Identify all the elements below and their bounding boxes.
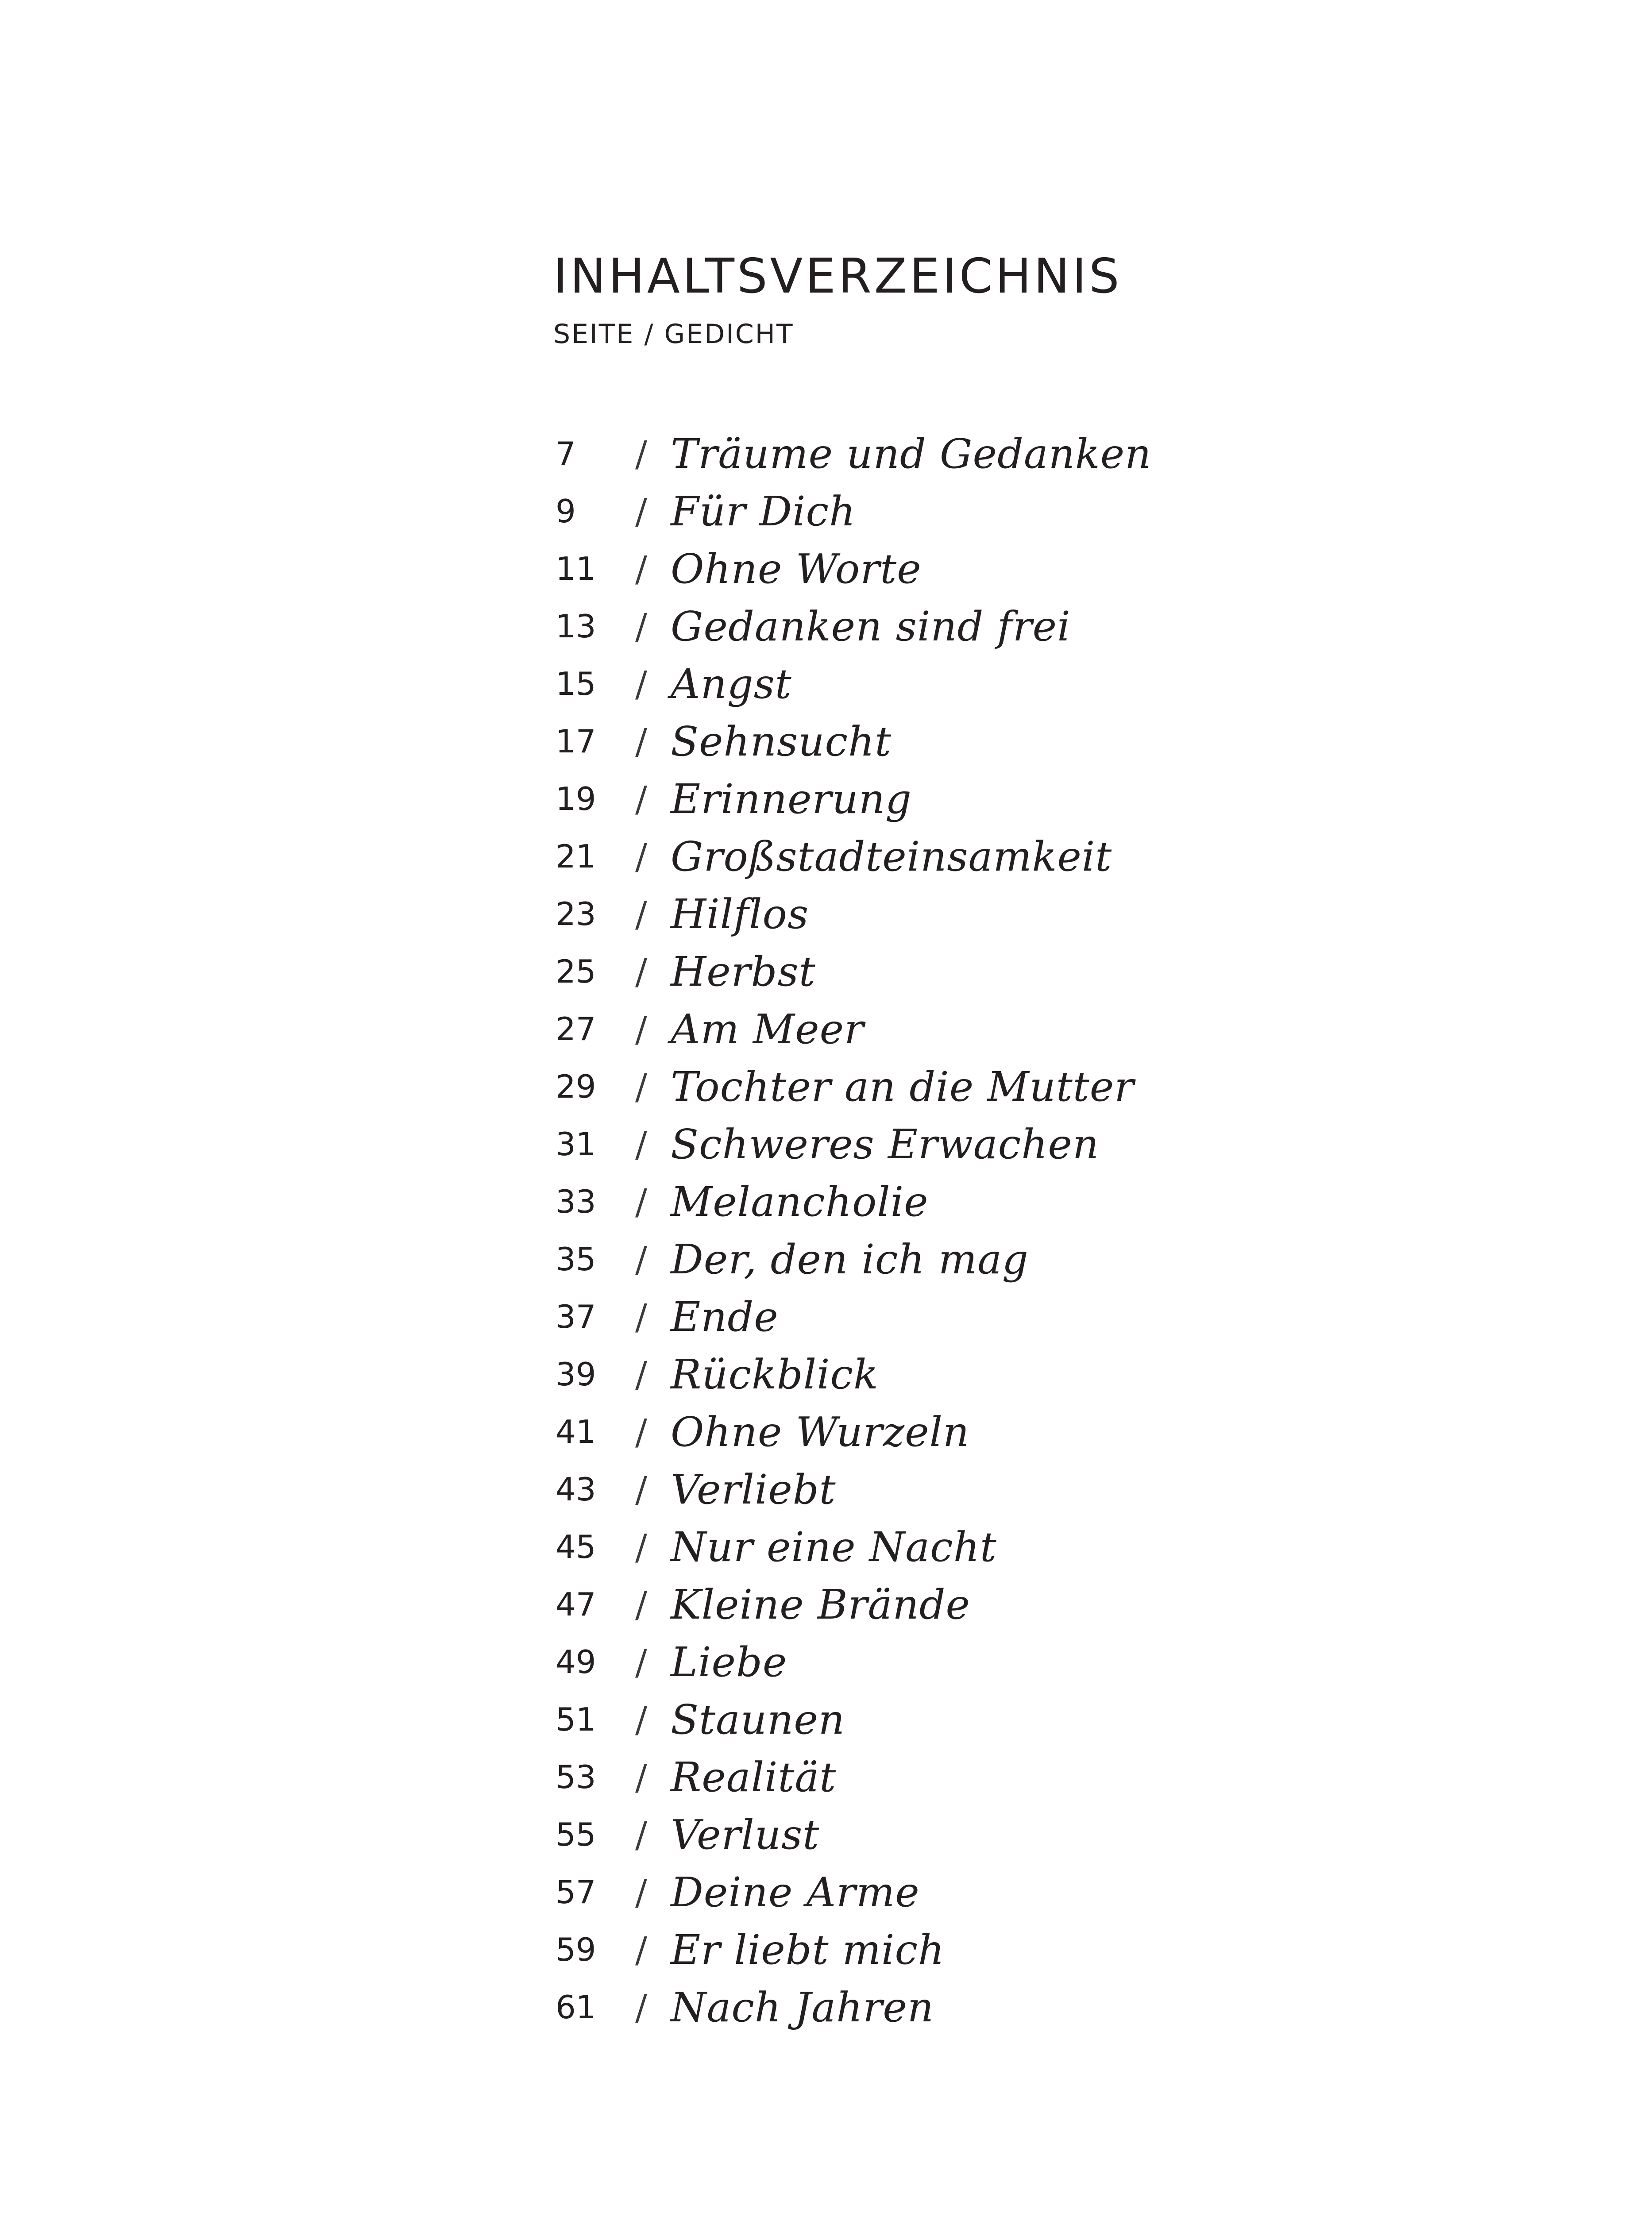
- entry-page-number: 11: [556, 550, 596, 587]
- entry-page-number: 49: [556, 1643, 596, 1681]
- entry-page-number: 35: [556, 1241, 596, 1278]
- toc-entry: [553, 885, 1151, 943]
- toc-entry: [553, 1978, 1151, 2036]
- entry-poem-title: Für Dich: [671, 487, 856, 535]
- entry-page-number: 9: [556, 493, 576, 530]
- entry-poem-title: Realität: [671, 1753, 837, 1801]
- entry-page-number: 57: [556, 1874, 596, 1911]
- toc-entry: [553, 1115, 1151, 1173]
- entry-separator: /: [635, 490, 647, 532]
- entry-poem-title: Der, den ich mag: [671, 1235, 1029, 1283]
- entry-separator: /: [635, 721, 647, 762]
- entry-poem-title: Hilflos: [671, 890, 809, 938]
- entry-poem-title: Er liebt mich: [671, 1926, 945, 1974]
- toc-entry: [553, 425, 1151, 482]
- entry-poem-title: Deine Arme: [671, 1868, 920, 1916]
- toc-entry: [553, 540, 1151, 598]
- entry-separator: /: [635, 836, 647, 877]
- toc-entry: [553, 1921, 1151, 1978]
- toc-entry-list: [553, 425, 1151, 2036]
- toc-entry: [553, 1691, 1151, 1748]
- entry-page-number: 41: [556, 1413, 596, 1450]
- entry-separator: /: [635, 1929, 647, 1970]
- entry-separator: /: [635, 1181, 647, 1222]
- toc-entry: [553, 598, 1151, 655]
- entry-separator: /: [635, 1353, 647, 1395]
- entry-page-number: 45: [556, 1528, 596, 1565]
- entry-page-number: 19: [556, 780, 596, 817]
- entry-separator: /: [635, 548, 647, 590]
- entry-page-number: 53: [556, 1758, 596, 1796]
- entry-poem-title: Verlust: [671, 1811, 820, 1858]
- toc-entry: [553, 1806, 1151, 1863]
- toc-entry: [553, 1346, 1151, 1403]
- toc-entry: [553, 1058, 1151, 1115]
- toc-entry: [553, 1000, 1151, 1058]
- entry-poem-title: Rückblick: [671, 1350, 879, 1398]
- entry-page-number: 55: [556, 1816, 596, 1853]
- toc-entry: [553, 1518, 1151, 1576]
- toc-entry: [553, 1288, 1151, 1346]
- entry-separator: /: [635, 1296, 647, 1338]
- entry-page-number: 29: [556, 1068, 596, 1105]
- entry-page-number: 33: [556, 1183, 596, 1220]
- entry-poem-title: Kleine Brände: [671, 1581, 970, 1628]
- entry-page-number: 61: [556, 1989, 596, 2026]
- toc-entry: [553, 1173, 1151, 1230]
- entry-separator: /: [635, 1641, 647, 1683]
- entry-separator: /: [635, 1008, 647, 1050]
- entry-page-number: 17: [556, 723, 596, 760]
- entry-poem-title: Angst: [671, 660, 792, 708]
- toc-entry: [553, 1576, 1151, 1633]
- entry-poem-title: Schweres Erwachen: [671, 1120, 1100, 1168]
- table-of-contents: [553, 248, 1350, 2031]
- entry-poem-title: Sehnsucht: [671, 717, 892, 765]
- entry-separator: /: [635, 1756, 647, 1798]
- entry-poem-title: Melancholie: [671, 1178, 929, 1226]
- entry-page-number: 51: [556, 1701, 596, 1738]
- entry-page-number: 25: [556, 953, 596, 990]
- toc-entry: [553, 655, 1151, 713]
- entry-page-number: 15: [556, 665, 596, 702]
- entry-poem-title: Gedanken sind frei: [671, 602, 1071, 650]
- entry-poem-title: Verliebt: [671, 1465, 836, 1513]
- toc-title: INHALTSVERZEICHNIS: [553, 249, 1122, 304]
- entry-page-number: 39: [556, 1356, 596, 1393]
- entry-poem-title: Ende: [671, 1293, 779, 1341]
- entry-separator: /: [635, 778, 647, 820]
- entry-poem-title: Nur eine Nacht: [671, 1523, 997, 1571]
- entry-poem-title: Ohne Wurzeln: [671, 1408, 970, 1456]
- entry-poem-title: Ohne Worte: [671, 545, 922, 593]
- entry-separator: /: [635, 1584, 647, 1625]
- entry-page-number: 43: [556, 1471, 596, 1508]
- toc-entry: [553, 770, 1151, 828]
- entry-separator: /: [635, 433, 647, 474]
- entry-page-number: 23: [556, 895, 596, 933]
- toc-subtitle: SEITE / GEDICHT: [553, 319, 794, 350]
- entry-separator: /: [635, 893, 647, 935]
- toc-entry: [553, 1633, 1151, 1691]
- entry-separator: /: [635, 1526, 647, 1568]
- entry-separator: /: [635, 951, 647, 992]
- entry-poem-title: Am Meer: [671, 1005, 864, 1053]
- entry-poem-title: Erinnerung: [671, 775, 912, 823]
- entry-separator: /: [635, 1871, 647, 1913]
- toc-entry: [553, 1748, 1151, 1806]
- entry-page-number: 21: [556, 838, 596, 875]
- entry-separator: /: [635, 1238, 647, 1280]
- entry-separator: /: [635, 1469, 647, 1510]
- entry-page-number: 7: [556, 435, 576, 472]
- toc-entry: [553, 943, 1151, 1000]
- entry-separator: /: [635, 1814, 647, 1855]
- entry-poem-title: Tochter an die Mutter: [671, 1063, 1135, 1110]
- entry-poem-title: Staunen: [671, 1696, 845, 1743]
- entry-page-number: 27: [556, 1010, 596, 1048]
- entry-separator: /: [635, 1699, 647, 1740]
- entry-page-number: 31: [556, 1126, 596, 1163]
- entry-page-number: 13: [556, 608, 596, 645]
- entry-poem-title: Großstadteinsamkeit: [671, 833, 1112, 880]
- toc-entry: [553, 1403, 1151, 1461]
- toc-entry: [553, 1461, 1151, 1518]
- entry-page-number: 37: [556, 1298, 596, 1335]
- entry-poem-title: Herbst: [671, 948, 816, 995]
- toc-entry: [553, 482, 1151, 540]
- entry-separator: /: [635, 1066, 647, 1107]
- toc-entry: [553, 1863, 1151, 1921]
- entry-separator: /: [635, 605, 647, 647]
- entry-page-number: 47: [556, 1586, 596, 1623]
- toc-entry: [553, 713, 1151, 770]
- entry-poem-title: Nach Jahren: [671, 1983, 934, 2031]
- entry-page-number: 59: [556, 1931, 596, 1968]
- entry-separator: /: [635, 1986, 647, 2028]
- entry-separator: /: [635, 663, 647, 705]
- entry-poem-title: Träume und Gedanken: [671, 430, 1152, 478]
- toc-entry: [553, 828, 1151, 885]
- entry-poem-title: Liebe: [671, 1638, 787, 1686]
- entry-separator: /: [635, 1411, 647, 1453]
- toc-entry: [553, 1230, 1151, 1288]
- entry-separator: /: [635, 1123, 647, 1165]
